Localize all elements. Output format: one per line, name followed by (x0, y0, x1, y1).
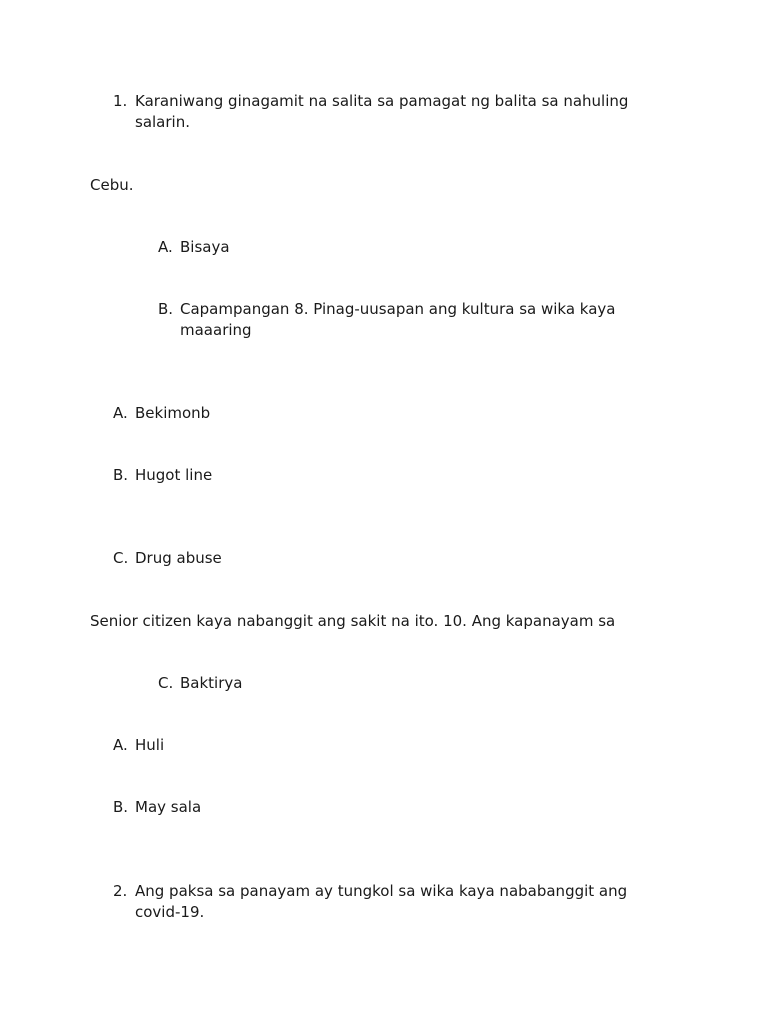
choice-text: Baktirya (180, 674, 243, 692)
choice-item (158, 237, 638, 258)
choice-item (158, 673, 638, 694)
paragraph: Cebu. (90, 176, 134, 194)
choice-item (113, 465, 633, 486)
numbered-item (113, 91, 643, 133)
item-text: Ang paksa sa panayam ay tungkol sa wika kaya nababanggit ang covid-19. (135, 882, 628, 921)
choice-marker: A. (113, 404, 128, 422)
choice-item (113, 548, 633, 569)
choice-marker: B. (113, 466, 129, 484)
choice-item (113, 403, 633, 424)
choice-text: Huli (135, 736, 165, 754)
choice-text: May sala (135, 798, 202, 816)
choice-text: Capampangan 8. Pinag-uusapan ang kultura sa wika kaya maaaring (180, 300, 616, 339)
choice-item (158, 299, 638, 341)
numbered-item (113, 881, 638, 923)
choice-item (113, 735, 633, 756)
choice-marker: B. (158, 300, 174, 318)
choice-text: Bekimonb (135, 404, 211, 422)
choice-marker: B. (113, 798, 129, 816)
item-text: Karaniwang ginagamit na salita sa pamagat ng balita sa nahuling salarin. (135, 92, 629, 131)
choice-marker: C. (158, 674, 174, 692)
choice-text: Drug abuse (135, 549, 222, 567)
choice-item (113, 797, 633, 818)
choice-marker: A. (113, 736, 128, 754)
choice-text: Hugot line (135, 466, 213, 484)
choice-marker: C. (113, 549, 129, 567)
choice-text: Bisaya (180, 238, 230, 256)
paragraph: Senior citizen kaya nabanggit ang sakit na ito. 10. Ang kapanayam sa (90, 612, 616, 630)
item-marker: 1. (113, 92, 128, 110)
choice-marker: A. (158, 238, 173, 256)
item-marker: 2. (113, 882, 128, 900)
